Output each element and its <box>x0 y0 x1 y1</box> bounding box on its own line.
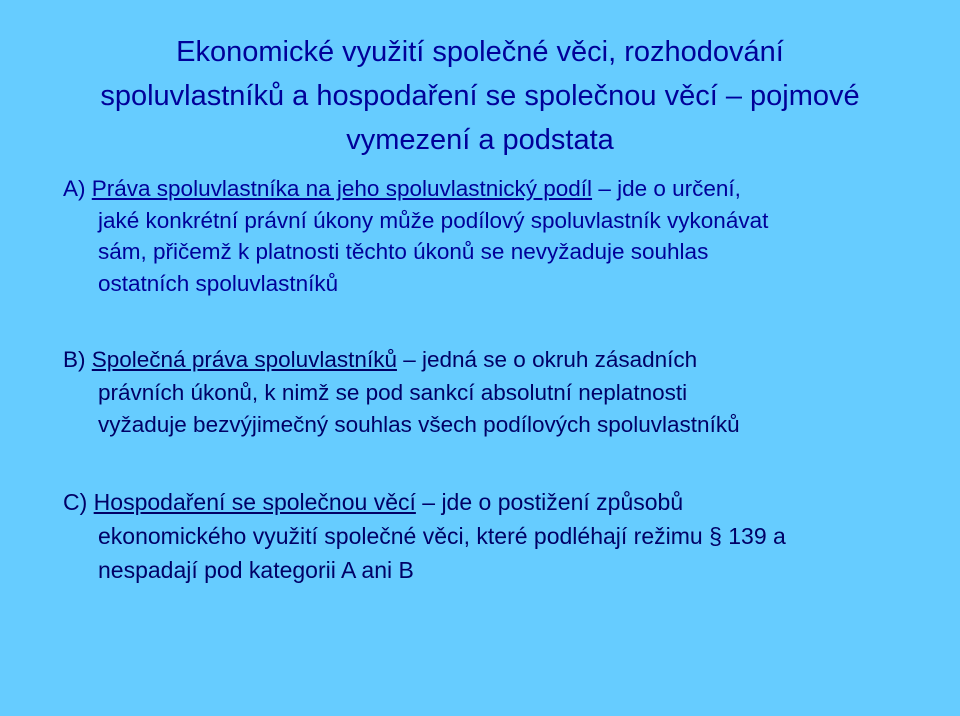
section-a <box>63 173 913 299</box>
section-a-line-4: ostatních spoluvlastníků <box>98 270 339 296</box>
title-line-3: vymezení a podstata <box>346 124 614 156</box>
section-b-line-3: vyžaduje bezvýjimečný souhlas všech podílových spoluvlastníků <box>98 412 740 437</box>
slide-title <box>40 30 920 162</box>
title-line-1: Ekonomické využití společné věci, rozhodování <box>176 36 784 68</box>
section-c-term: Hospodaření se společnou věcí <box>93 489 416 515</box>
section-c-prefix: C) <box>63 489 94 515</box>
section-b <box>63 344 913 442</box>
section-b-prefix: B) <box>63 347 92 372</box>
section-a-line-3: sám, přičemž k platnosti těchto úkonů se nevyžaduje souhlas <box>98 239 709 264</box>
section-c <box>63 485 913 587</box>
section-c-line-2: ekonomického využití společné věci, které podléhají režimu § 139 a <box>98 523 786 549</box>
section-b-term: Společná práva spoluvlastníků <box>91 347 397 372</box>
section-c-line-1 <box>63 485 913 519</box>
section-a-prefix: A) <box>63 176 92 201</box>
section-b-line-1 <box>63 344 913 377</box>
section-a-term: Práva spoluvlastníka na jeho spoluvlastnický podíl <box>91 176 593 201</box>
section-b-rest: – jedná se o okruh zásadních <box>396 347 698 372</box>
section-a-rest: – jde o určení, <box>592 176 741 201</box>
section-a-line-1 <box>63 173 913 205</box>
title-line-2: spoluvlastníků a hospodaření se společnou věcí – pojmové <box>100 80 860 112</box>
section-a-line-2: jaké konkrétní právní úkony může podílový spoluvlastník vykonávat <box>98 207 769 233</box>
section-c-rest: – jde o postižení způsobů <box>415 489 684 515</box>
section-b-line-2: právních úkonů, k nimž se pod sankcí absolutní neplatnosti <box>98 379 688 405</box>
section-c-line-3: nespadají pod kategorii A ani B <box>98 557 414 583</box>
